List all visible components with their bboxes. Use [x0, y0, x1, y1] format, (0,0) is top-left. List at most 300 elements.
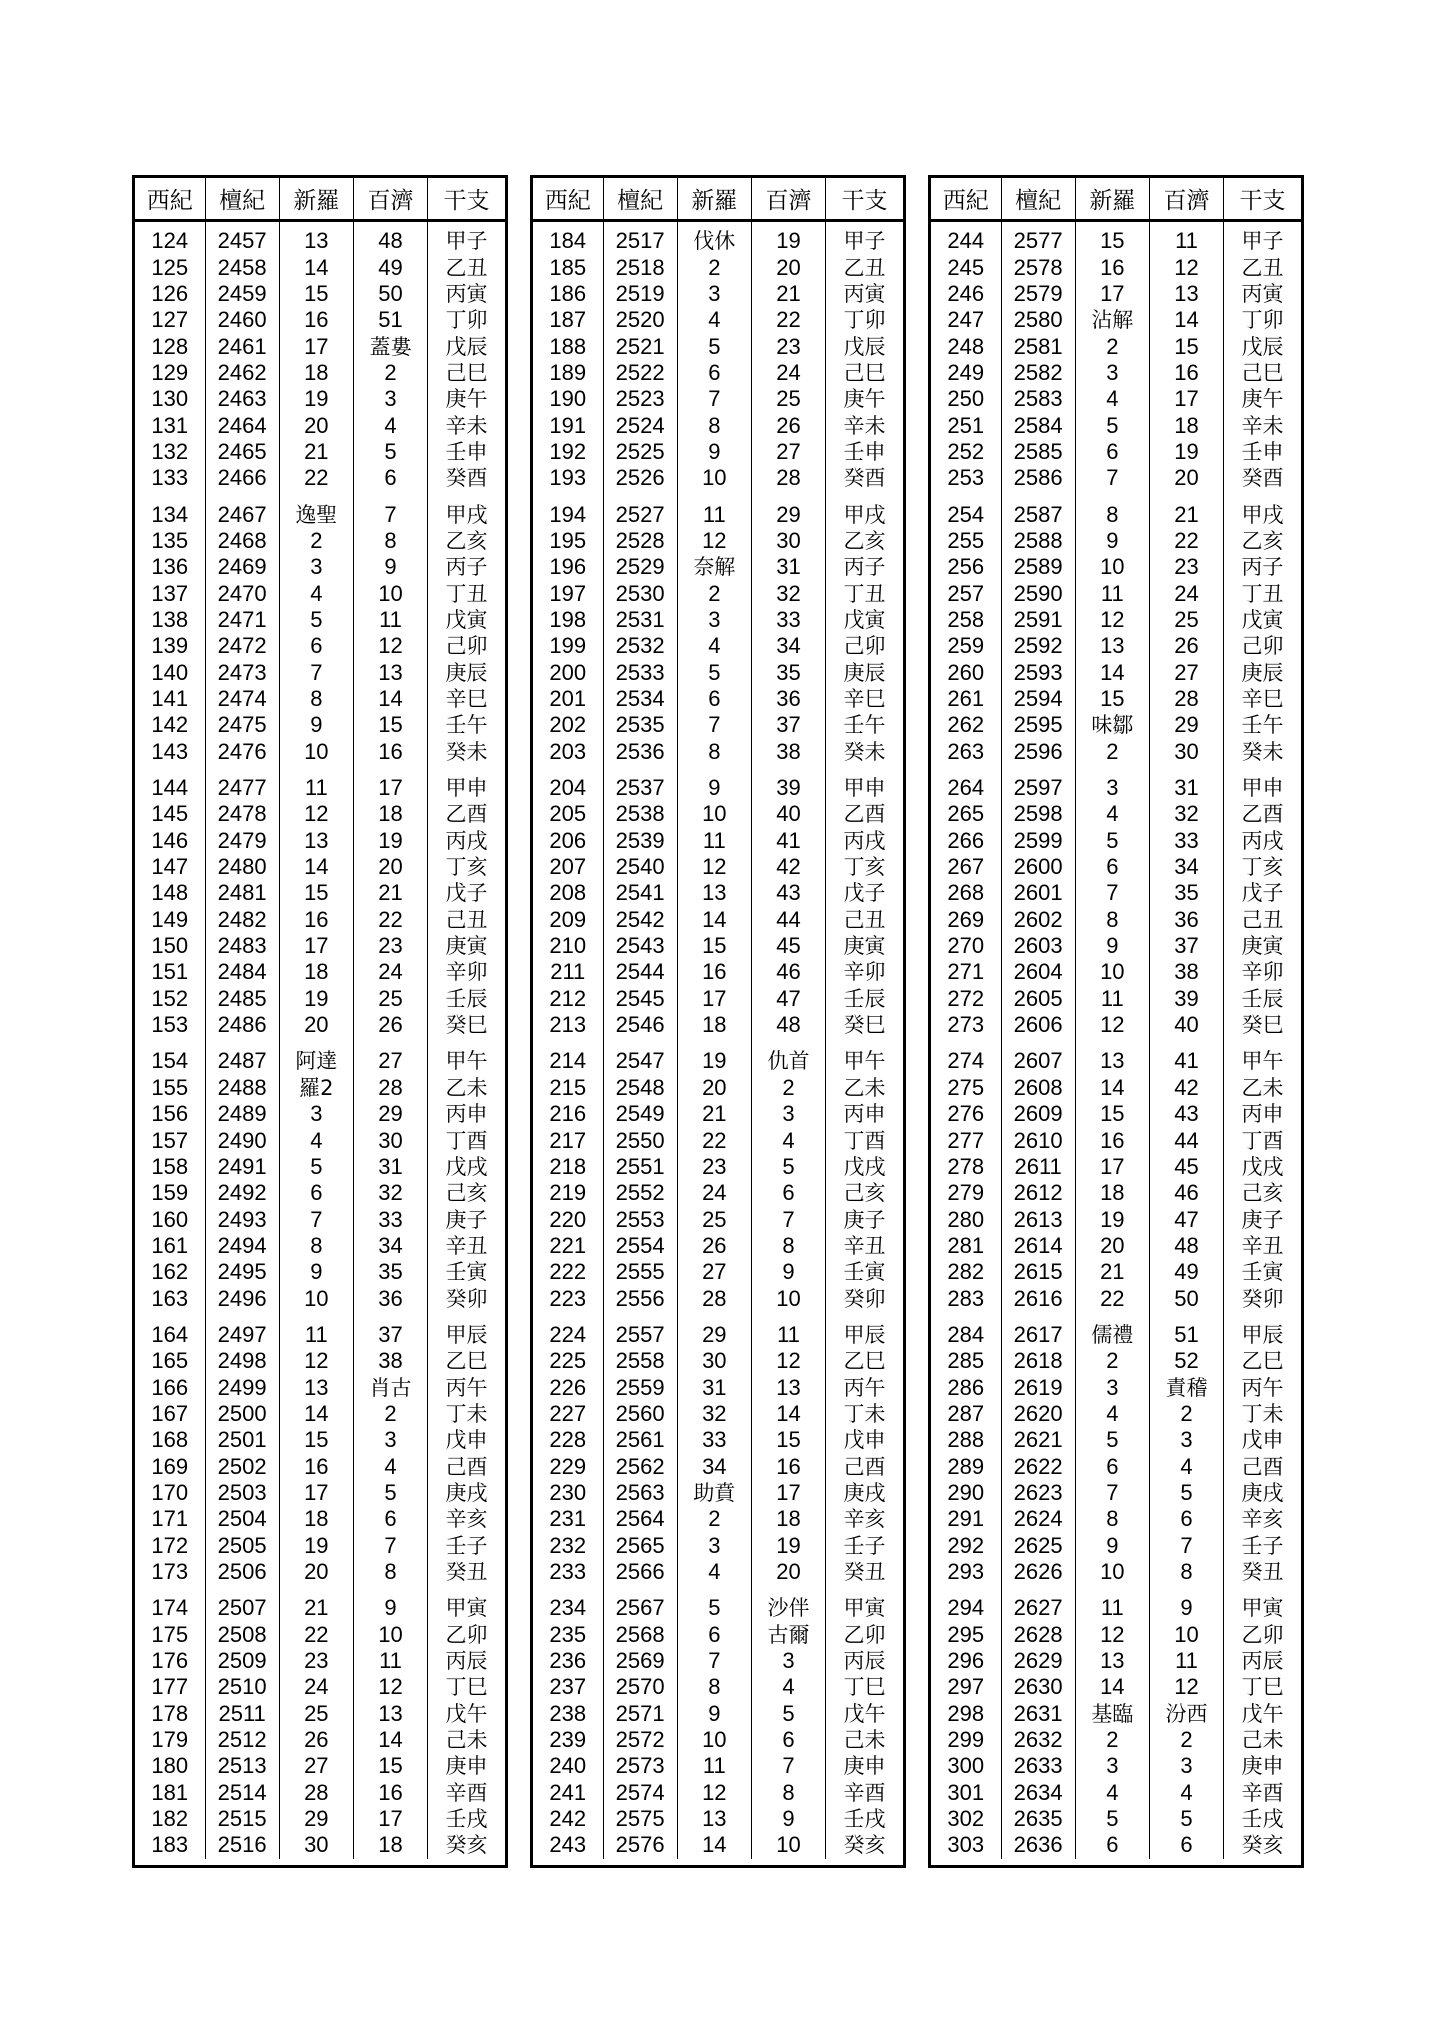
ganji-cell: 甲辰: [1241, 1322, 1284, 1347]
baekje-cell: 17: [353, 765, 427, 801]
silla-cell: 9: [677, 765, 751, 801]
ganji-cell: 己亥: [1241, 1181, 1284, 1206]
dangi-cell: 2507: [205, 1585, 279, 1621]
ganji-cell: 丙申: [843, 1102, 886, 1127]
baekje-cell: 28: [751, 465, 825, 491]
table-row: [135, 1038, 505, 1074]
year-table: [931, 178, 1301, 1859]
silla-cell: 9: [279, 1259, 353, 1285]
table-row: [135, 660, 505, 686]
ad-cell: 180: [135, 1753, 205, 1779]
ganji-cell: 丁酉: [445, 1128, 488, 1153]
baekje-cell: 44: [751, 907, 825, 933]
baekje-cell: 37: [751, 712, 825, 738]
baekje-cell: 2: [353, 1401, 427, 1427]
table-row: [533, 1348, 903, 1374]
silla-cell: 4: [1075, 1780, 1149, 1806]
silla-cell: 18: [279, 959, 353, 985]
silla-cell: 14: [1075, 1075, 1149, 1101]
dangi-cell: 2526: [603, 465, 677, 491]
ganji-cell: 丁卯: [1241, 308, 1284, 333]
dangi-cell: 2492: [205, 1180, 279, 1206]
baekje-cell: 41: [1149, 1038, 1223, 1074]
table-row: [931, 439, 1301, 465]
ganji-cell: 壬午: [843, 713, 886, 738]
silla-cell: 16: [1075, 254, 1149, 280]
column-header-baekje: 百濟: [353, 178, 427, 221]
table-row: [533, 1506, 903, 1532]
ad-cell: 249: [931, 360, 1001, 386]
silla-cell: 4: [279, 1127, 353, 1153]
silla-cell: 10: [677, 801, 751, 827]
table-row: [135, 1401, 505, 1427]
table-row: [135, 465, 505, 491]
ad-cell: 205: [533, 801, 603, 827]
silla-cell: 17: [279, 1480, 353, 1506]
table-row: [135, 307, 505, 333]
ganji-cell: 己巳: [445, 360, 488, 385]
dangi-cell: 2633: [1001, 1753, 1075, 1779]
column-header-ad: 西紀: [533, 178, 603, 221]
baekje-cell: 6: [1149, 1506, 1223, 1532]
ad-cell: 174: [135, 1585, 205, 1621]
table-row: [931, 281, 1301, 307]
silla-cell: 13: [279, 828, 353, 854]
ad-cell: 211: [533, 959, 603, 985]
baekje-cell: 31: [353, 1154, 427, 1180]
ganji-cell: 癸亥: [1241, 1833, 1284, 1858]
table-row: [533, 1480, 903, 1506]
baekje-cell: 28: [353, 1075, 427, 1101]
dangi-cell: 2597: [1001, 765, 1075, 801]
silla-cell: 16: [279, 1453, 353, 1479]
dangi-cell: 2495: [205, 1259, 279, 1285]
ganji-cell: 庚子: [445, 1207, 488, 1232]
ad-cell: 204: [533, 765, 603, 801]
ganji-cell: 壬申: [843, 439, 886, 464]
ganji-cell: 庚午: [445, 387, 488, 412]
ganji-cell: 己巳: [843, 360, 886, 385]
silla-cell: 15: [1075, 686, 1149, 712]
silla-cell: 儒禮: [1075, 1312, 1149, 1348]
ad-cell: 236: [533, 1648, 603, 1674]
baekje-cell: 38: [751, 739, 825, 765]
dangi-cell: 2504: [205, 1506, 279, 1532]
ad-cell: 183: [135, 1832, 205, 1858]
ganji-cell: 壬寅: [445, 1260, 488, 1285]
ganji-cell: 辛亥: [843, 1507, 886, 1532]
ganji-cell: 乙未: [445, 1075, 488, 1100]
table-row: [931, 1622, 1301, 1648]
silla-cell: 12: [1075, 1622, 1149, 1648]
baekje-cell: 6: [353, 465, 427, 491]
ganji-cell: 甲寅: [445, 1596, 488, 1621]
dangi-cell: 2496: [205, 1285, 279, 1311]
dangi-cell: 2470: [205, 580, 279, 606]
ad-cell: 196: [533, 554, 603, 580]
silla-cell: 5: [677, 1585, 751, 1621]
ganji-cell: 庚寅: [445, 934, 488, 959]
silla-cell: 2: [1075, 739, 1149, 765]
ad-cell: 130: [135, 386, 205, 412]
baekje-cell: 44: [1149, 1127, 1223, 1153]
silla-cell: 9: [279, 712, 353, 738]
silla-cell: 15: [677, 933, 751, 959]
ad-cell: 232: [533, 1533, 603, 1559]
table-row: [533, 1427, 903, 1453]
silla-cell: 18: [279, 360, 353, 386]
baekje-cell: 8: [1149, 1559, 1223, 1585]
baekje-cell: 5: [353, 1480, 427, 1506]
table-row: [533, 307, 903, 333]
dangi-cell: 2607: [1001, 1038, 1075, 1074]
table-row: [931, 1806, 1301, 1832]
ad-cell: 269: [931, 907, 1001, 933]
table-row: [931, 765, 1301, 801]
dangi-cell: 2620: [1001, 1401, 1075, 1427]
ganji-cell: 辛丑: [1241, 1233, 1284, 1258]
ad-cell: 202: [533, 712, 603, 738]
dangi-cell: 2608: [1001, 1075, 1075, 1101]
ganji-cell: 丙申: [1241, 1102, 1284, 1127]
baekje-cell: 古爾: [751, 1622, 825, 1648]
dangi-cell: 2541: [603, 880, 677, 906]
baekje-cell: 12: [353, 633, 427, 659]
dangi-cell: 2517: [603, 221, 677, 255]
silla-cell: 奈解: [677, 554, 751, 580]
ad-cell: 189: [533, 360, 603, 386]
ganji-cell: 辛亥: [445, 1507, 488, 1532]
ganji-cell: 甲午: [1241, 1049, 1284, 1074]
dangi-cell: 2549: [603, 1101, 677, 1127]
table-row: [135, 333, 505, 359]
baekje-cell: 17: [751, 1480, 825, 1506]
ad-cell: 213: [533, 1012, 603, 1038]
ganji-cell: 己卯: [843, 634, 886, 659]
dangi-cell: 2528: [603, 528, 677, 554]
ganji-cell: 壬辰: [843, 986, 886, 1011]
ad-cell: 279: [931, 1180, 1001, 1206]
table-row: [931, 1453, 1301, 1479]
table-row: [135, 633, 505, 659]
ganji-cell: 辛丑: [445, 1233, 488, 1258]
ganji-cell: 丙午: [843, 1375, 886, 1400]
table-row: [135, 386, 505, 412]
ad-cell: 257: [931, 580, 1001, 606]
silla-cell: 11: [1075, 580, 1149, 606]
silla-cell: 14: [279, 854, 353, 880]
ganji-cell: 甲辰: [843, 1322, 886, 1347]
silla-cell: 15: [1075, 1101, 1149, 1127]
table-panel-1: [132, 175, 508, 1868]
table-row: [533, 1753, 903, 1779]
table-row: [931, 1427, 1301, 1453]
ad-cell: 265: [931, 801, 1001, 827]
table-row: [931, 986, 1301, 1012]
table-row: [931, 1648, 1301, 1674]
table-row: [135, 1648, 505, 1674]
ad-cell: 229: [533, 1453, 603, 1479]
silla-cell: 5: [1075, 828, 1149, 854]
silla-cell: 4: [677, 307, 751, 333]
silla-cell: 8: [677, 1674, 751, 1700]
silla-cell: 17: [677, 986, 751, 1012]
ad-cell: 258: [931, 607, 1001, 633]
ganji-cell: 癸卯: [1241, 1286, 1284, 1311]
silla-cell: 11: [677, 491, 751, 527]
ganji-cell: 癸丑: [445, 1560, 488, 1585]
ganji-cell: 戊辰: [843, 334, 886, 359]
silla-cell: 18: [1075, 1180, 1149, 1206]
table-row: [931, 1401, 1301, 1427]
table-row: [135, 854, 505, 880]
table-row: [533, 1585, 903, 1621]
baekje-cell: 4: [353, 412, 427, 438]
silla-cell: 5: [1075, 412, 1149, 438]
silla-cell: 14: [279, 254, 353, 280]
baekje-cell: 8: [751, 1233, 825, 1259]
dangi-cell: 2565: [603, 1533, 677, 1559]
dangi-cell: 2501: [205, 1427, 279, 1453]
ganji-cell: 癸卯: [445, 1286, 488, 1311]
ad-cell: 250: [931, 386, 1001, 412]
dangi-cell: 2599: [1001, 828, 1075, 854]
dangi-cell: 2462: [205, 360, 279, 386]
baekje-cell: 12: [751, 1348, 825, 1374]
baekje-cell: 37: [353, 1312, 427, 1348]
dangi-cell: 2476: [205, 739, 279, 765]
dangi-cell: 2593: [1001, 660, 1075, 686]
ad-cell: 190: [533, 386, 603, 412]
dangi-cell: 2632: [1001, 1727, 1075, 1753]
table-row: [135, 1453, 505, 1479]
dangi-cell: 2478: [205, 801, 279, 827]
ad-cell: 138: [135, 607, 205, 633]
baekje-cell: 37: [1149, 933, 1223, 959]
baekje-cell: 29: [353, 1101, 427, 1127]
dangi-cell: 2543: [603, 933, 677, 959]
ganji-cell: 丁卯: [843, 308, 886, 333]
ad-cell: 142: [135, 712, 205, 738]
ganji-cell: 乙酉: [1241, 802, 1284, 827]
table-row: [533, 1206, 903, 1232]
silla-cell: 4: [279, 580, 353, 606]
dangi-cell: 2479: [205, 828, 279, 854]
dangi-cell: 2471: [205, 607, 279, 633]
baekje-cell: 45: [751, 933, 825, 959]
ad-cell: 163: [135, 1285, 205, 1311]
table-row: [533, 1075, 903, 1101]
ad-cell: 170: [135, 1480, 205, 1506]
dangi-cell: 2601: [1001, 880, 1075, 906]
baekje-cell: 24: [751, 360, 825, 386]
ad-cell: 273: [931, 1012, 1001, 1038]
silla-cell: 23: [279, 1648, 353, 1674]
dangi-cell: 2523: [603, 386, 677, 412]
baekje-cell: 26: [353, 1012, 427, 1038]
table-row: [533, 686, 903, 712]
ganji-cell: 甲申: [843, 776, 886, 801]
baekje-cell: 9: [751, 1806, 825, 1832]
baekje-cell: 38: [1149, 959, 1223, 985]
dangi-cell: 2489: [205, 1101, 279, 1127]
dangi-cell: 2551: [603, 1154, 677, 1180]
silla-cell: 5: [279, 1154, 353, 1180]
table-row: [533, 1701, 903, 1727]
ganji-cell: 丙寅: [843, 281, 886, 306]
silla-cell: 12: [677, 854, 751, 880]
baekje-cell: 25: [353, 986, 427, 1012]
table-row: [931, 360, 1301, 386]
silla-cell: 22: [279, 1622, 353, 1648]
ganji-cell: 丁亥: [445, 855, 488, 880]
baekje-cell: 50: [1149, 1285, 1223, 1311]
ad-cell: 280: [931, 1206, 1001, 1232]
dangi-cell: 2483: [205, 933, 279, 959]
ad-cell: 285: [931, 1348, 1001, 1374]
ganji-cell: 乙酉: [843, 802, 886, 827]
dangi-cell: 2538: [603, 801, 677, 827]
dangi-cell: 2499: [205, 1374, 279, 1400]
ganji-cell: 乙卯: [843, 1622, 886, 1647]
baekje-cell: 10: [353, 580, 427, 606]
table-row: [135, 1674, 505, 1700]
ad-cell: 228: [533, 1427, 603, 1453]
table-row: [135, 1832, 505, 1858]
dangi-cell: 2602: [1001, 907, 1075, 933]
ganji-cell: 癸未: [1241, 739, 1284, 764]
silla-cell: 14: [677, 1832, 751, 1858]
baekje-cell: 48: [751, 1012, 825, 1038]
ganji-cell: 庚辰: [445, 660, 488, 685]
silla-cell: 6: [1075, 1453, 1149, 1479]
dangi-cell: 2592: [1001, 633, 1075, 659]
table-row: [533, 1674, 903, 1700]
table-row: [533, 465, 903, 491]
ganji-cell: 庚午: [1241, 387, 1284, 412]
ad-cell: 141: [135, 686, 205, 712]
baekje-cell: 4: [353, 1453, 427, 1479]
ad-cell: 216: [533, 1101, 603, 1127]
ganji-cell: 丙辰: [1241, 1649, 1284, 1674]
table-row: [135, 491, 505, 527]
table-row: [931, 491, 1301, 527]
baekje-cell: 5: [1149, 1806, 1223, 1832]
table-row: [533, 1374, 903, 1400]
table-row: [135, 1348, 505, 1374]
baekje-cell: 8: [353, 528, 427, 554]
baekje-cell: 49: [353, 254, 427, 280]
dangi-cell: 2539: [603, 828, 677, 854]
dangi-cell: 2502: [205, 1453, 279, 1479]
dangi-cell: 2473: [205, 660, 279, 686]
table-row: [135, 1075, 505, 1101]
ad-cell: 242: [533, 1806, 603, 1832]
ganji-cell: 壬午: [1241, 713, 1284, 738]
table-row: [135, 1480, 505, 1506]
table-row: [533, 281, 903, 307]
baekje-cell: 35: [1149, 880, 1223, 906]
ganji-cell: 戊午: [843, 1701, 886, 1726]
dangi-cell: 2540: [603, 854, 677, 880]
table-row: [533, 1648, 903, 1674]
dangi-cell: 2584: [1001, 412, 1075, 438]
silla-cell: 9: [677, 439, 751, 465]
table-row: [135, 1559, 505, 1585]
dangi-cell: 2567: [603, 1585, 677, 1621]
ad-cell: 293: [931, 1559, 1001, 1585]
ad-cell: 186: [533, 281, 603, 307]
ganji-cell: 丙戌: [445, 828, 488, 853]
table-row: [135, 1533, 505, 1559]
dangi-cell: 2571: [603, 1701, 677, 1727]
silla-cell: 19: [1075, 1206, 1149, 1232]
table-row: [135, 1622, 505, 1648]
ganji-cell: 己酉: [843, 1454, 886, 1479]
silla-cell: 4: [1075, 386, 1149, 412]
dangi-cell: 2619: [1001, 1374, 1075, 1400]
table-row: [533, 1533, 903, 1559]
table-row: [135, 828, 505, 854]
table-row: [533, 986, 903, 1012]
ganji-cell: 甲戌: [1241, 502, 1284, 527]
ad-cell: 195: [533, 528, 603, 554]
ganji-cell: 己亥: [843, 1181, 886, 1206]
baekje-cell: 21: [1149, 491, 1223, 527]
dangi-cell: 2627: [1001, 1585, 1075, 1621]
silla-cell: 3: [677, 281, 751, 307]
dangi-cell: 2506: [205, 1559, 279, 1585]
ganji-cell: 庚戌: [1241, 1480, 1284, 1505]
ad-cell: 291: [931, 1506, 1001, 1532]
table-row: [135, 439, 505, 465]
dangi-cell: 2604: [1001, 959, 1075, 985]
baekje-cell: 16: [353, 1780, 427, 1806]
silla-cell: 18: [279, 1506, 353, 1532]
table-row: [931, 660, 1301, 686]
ad-cell: 277: [931, 1127, 1001, 1153]
ganji-cell: 乙亥: [1241, 528, 1284, 553]
baekje-cell: 30: [751, 528, 825, 554]
table-row: [931, 854, 1301, 880]
ad-cell: 129: [135, 360, 205, 386]
silla-cell: 25: [677, 1206, 751, 1232]
column-header-baekje: 百濟: [751, 178, 825, 221]
ad-cell: 214: [533, 1038, 603, 1074]
column-header-dangi: 檀紀: [603, 178, 677, 221]
baekje-cell: 38: [353, 1348, 427, 1374]
table-row: [533, 1780, 903, 1806]
silla-cell: 20: [279, 1559, 353, 1585]
silla-cell: 12: [279, 801, 353, 827]
silla-cell: 6: [1075, 1832, 1149, 1858]
dangi-cell: 2557: [603, 1312, 677, 1348]
table-row: [533, 1285, 903, 1311]
dangi-cell: 2466: [205, 465, 279, 491]
silla-cell: 10: [1075, 959, 1149, 985]
ganji-cell: 戊戌: [1241, 1154, 1284, 1179]
silla-cell: 11: [677, 828, 751, 854]
ad-cell: 226: [533, 1374, 603, 1400]
ad-cell: 203: [533, 739, 603, 765]
silla-cell: 25: [279, 1701, 353, 1727]
ad-cell: 251: [931, 412, 1001, 438]
dangi-cell: 2550: [603, 1127, 677, 1153]
silla-cell: 24: [677, 1180, 751, 1206]
dangi-cell: 2524: [603, 412, 677, 438]
table-row: [135, 1127, 505, 1153]
table-row: [533, 1401, 903, 1427]
